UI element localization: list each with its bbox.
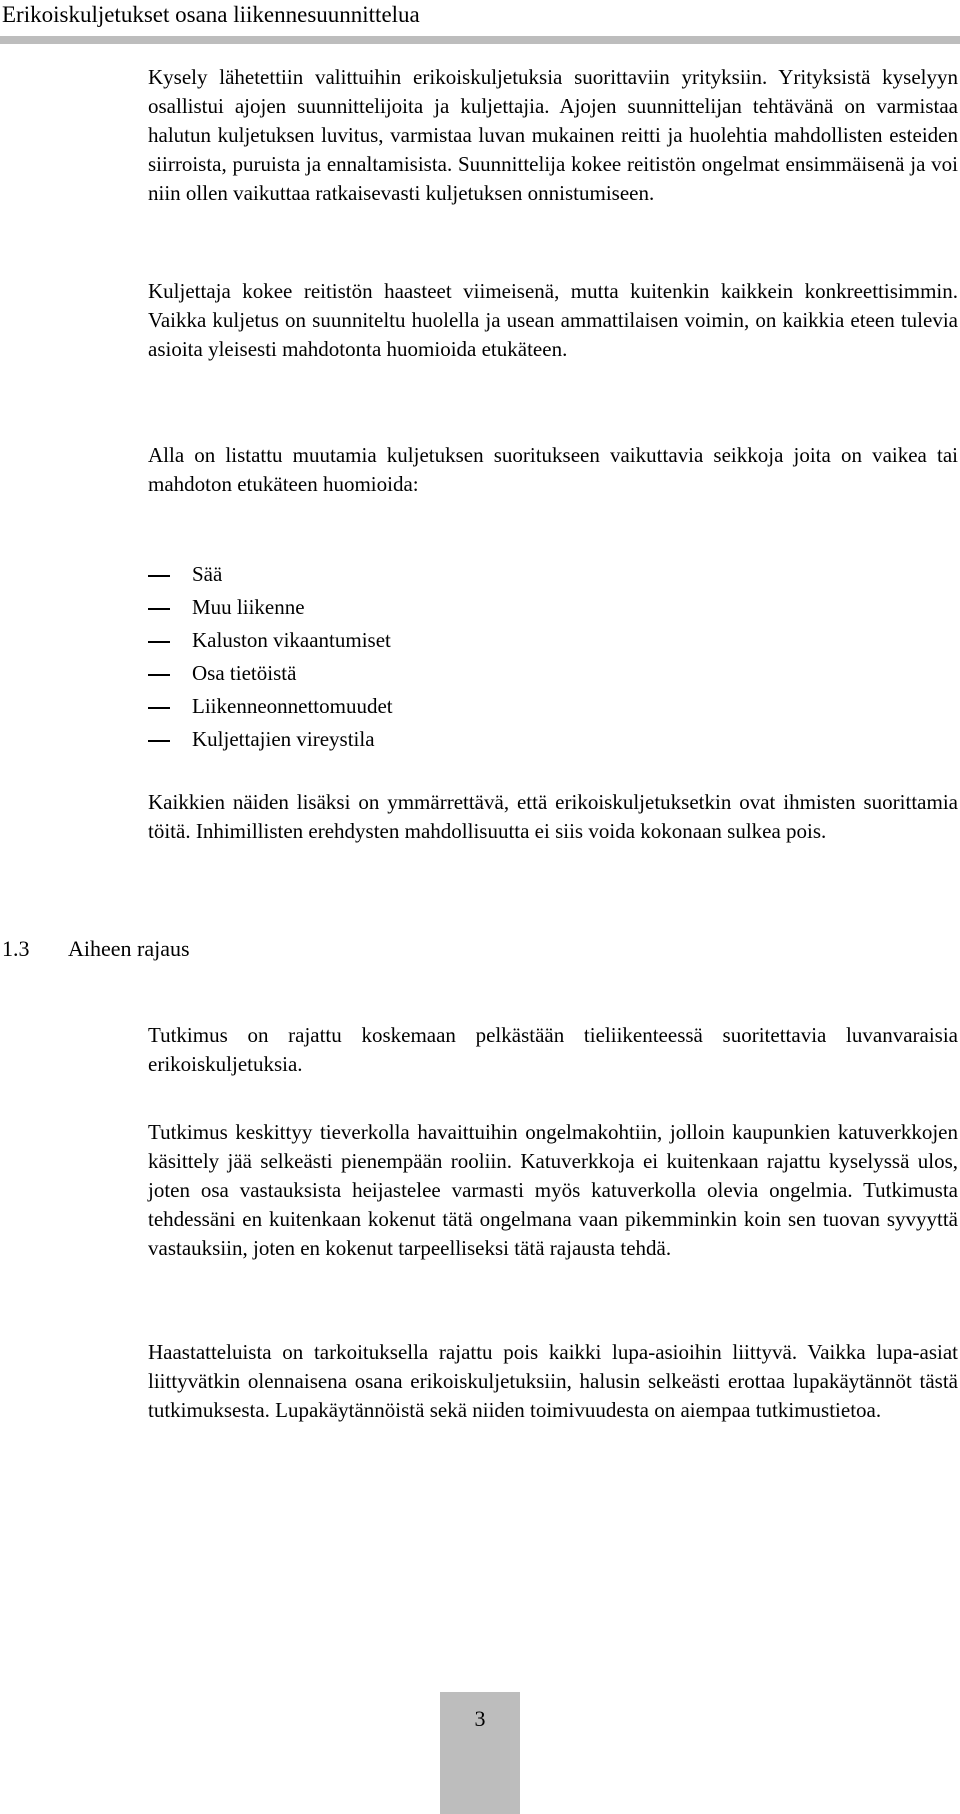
section-number: 1.3	[2, 936, 30, 961]
paragraph-scope-network: Tutkimus keskittyy tieverkolla havaittuihin ongelmakohtiin, jolloin kaupunkien katuverkkojen käsittely jää selkeästi pienempään rooliin. Katuverkkoja ei kuitenkaan rajattu kyselyssä ulos, joten osa vastauksista heijastelee varmasti myös katuverkolla olevia ongelmia. Tutkimusta tehdessäni en kuitenkaan kokenut tätä ongelmana vaan pikemminkin koin sen tuovan syvyyttä vastauksiin, joten en kokenut tarpeelliseksi tätä rajausta tehdä.	[148, 1120, 958, 1260]
page-number: 3	[474, 1706, 486, 1731]
list-item-label: Sää	[192, 562, 223, 586]
list-item-label: Muu liikenne	[192, 595, 305, 619]
list-item	[148, 593, 748, 626]
factor-list	[148, 560, 748, 758]
paragraph-driver-challenges: Kuljettaja kokee reitistön haasteet viimeisenä, mutta kuitenkin kaikkein konkreettisimmin. Vaikka kuljetus on suunniteltu huolella ja usean ammattilaisen voimin, on kaikkia eteen tulevia asioita yleisesti mahdotonta huomioida etukäteen.	[148, 279, 958, 361]
list-item	[148, 626, 748, 659]
page-number-box	[440, 1692, 520, 1814]
list-item	[148, 560, 748, 593]
paragraph-scope-permits: Haastatteluista on tarkoituksella rajattu pois kaikki lupa-asioihin liittyvä. Vaikka lupa-asiat liittyvätkin olennaisena osana erikoiskuljetuksiin, halusin selkeästi erottaa lupakäytännöt tästä tutkimuksesta. Lupakäytännöistä sekä niiden toimivuudesta on aiempaa tutkimustietoa.	[148, 1340, 958, 1422]
list-item-label: Kaluston vikaantumiset	[192, 628, 391, 652]
dash-bullet-icon	[148, 674, 170, 676]
dash-bullet-icon	[148, 641, 170, 643]
dash-bullet-icon	[148, 707, 170, 709]
paragraph-survey-intro: Kysely lähetettiin valittuihin erikoiskuljetuksia suorittaviin yrityksiin. Yrityksistä kyselyyn osallistui ajojen suunnittelijoita ja kuljettajia. Ajojen suunnittelijan tehtävänä on varmistaa halutun kuljetuksen luvitus, varmistaa luvan mukainen reitti ja huolehtia mahdollisten esteiden siirroista, puruista ja ennaltamisista. Suunnittelija kokee reitistön ongelmat ensimmäisenä ja voi niin ollen vaikuttaa ratkaisevasti kuljetuksen onnistumiseen.	[148, 65, 958, 205]
list-item	[148, 659, 748, 692]
dash-bullet-icon	[148, 575, 170, 577]
list-item	[148, 725, 748, 758]
section-heading	[2, 934, 190, 964]
dash-bullet-icon	[148, 608, 170, 610]
paragraph-human-error: Kaikkien näiden lisäksi on ymmärrettävä, että erikoiskuljetuksetkin ovat ihmisten suorittamia töitä. Inhimillisten erehdysten mahdollisuutta ei siis voida kokonaan sulkea pois.	[148, 790, 958, 843]
running-header	[0, 0, 960, 44]
section-title: Aiheen rajaus	[68, 936, 190, 961]
document-title: Erikoiskuljetukset osana liikennesuunnittelua	[2, 2, 420, 27]
list-item	[148, 692, 748, 725]
list-item-label: Kuljettajien vireystila	[192, 727, 375, 751]
list-item-label: Liikenneonnettomuudet	[192, 694, 393, 718]
paragraph-list-intro: Alla on listattu muutamia kuljetuksen suoritukseen vaikuttavia seikkoja joita on vaikea tai mahdoton etukäteen huomioida:	[148, 443, 958, 496]
header-rule	[0, 36, 960, 44]
list-item-label: Osa tietöistä	[192, 661, 297, 685]
dash-bullet-icon	[148, 740, 170, 742]
paragraph-scope-road: Tutkimus on rajattu koskemaan pelkästään tieliikenteessä suoritettavia luvanvaraisia erikoiskuljetuksia.	[148, 1023, 958, 1076]
